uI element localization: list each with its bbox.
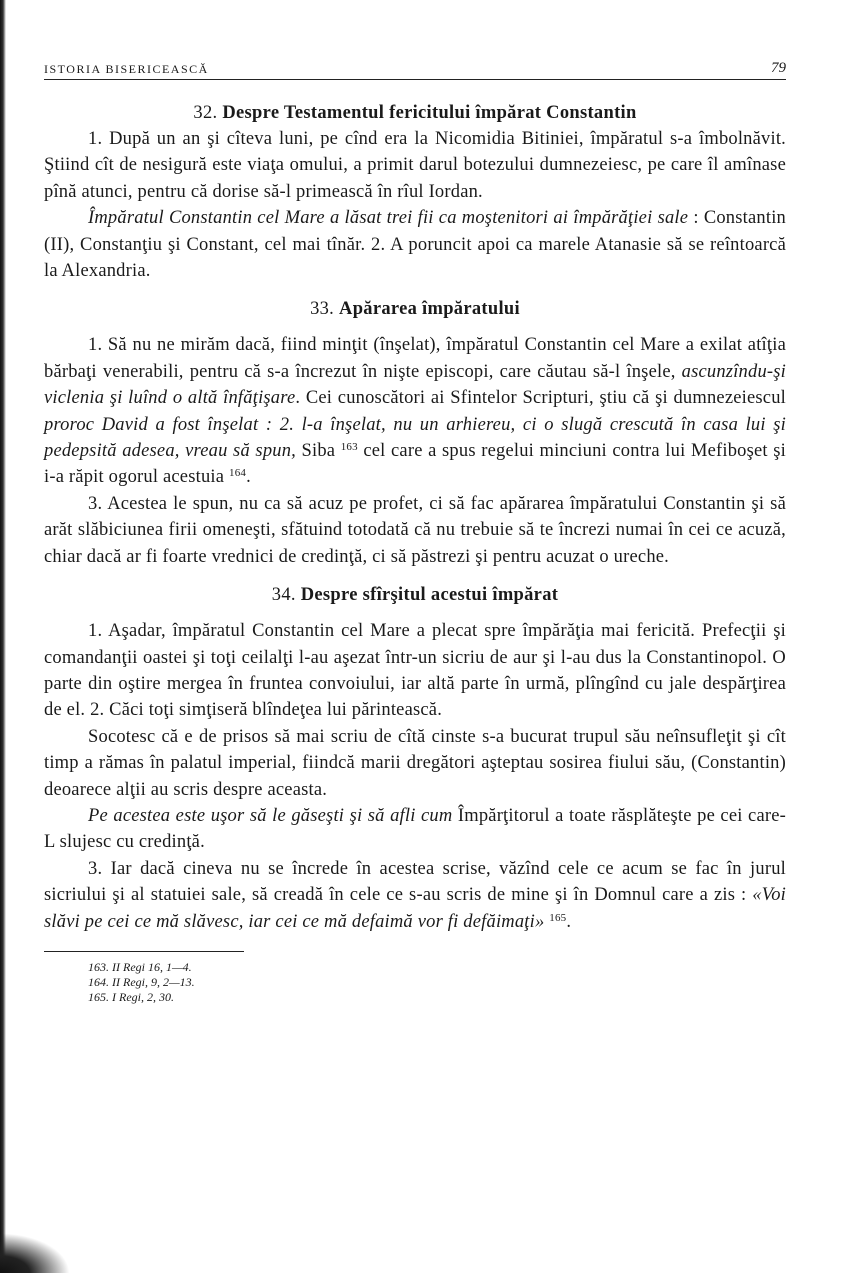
text-run: 3. Iar dacă cineva nu se încrede în acestea scrise, văzînd cele ce acum se fac în jurul sicriului şi al statuiei sale, să creadă în cele ce s-au scris de mine şi în Domnul care a zis : [44,858,786,906]
page-header [44,60,786,80]
page-corner-shadow [0,1233,70,1273]
page-number: 79 [771,60,786,76]
section-number: 33. [310,299,335,320]
text-run: Socotesc că e de prisos să mai scriu de cîtă cinste s-a bucurat trupul său neînsufleţit şi cît timp a rămas în palatul imperial, fiindcă marii dregători aşteptau sosirea fiului său, (Constantin) deoarece alţii au scris despre aceasta. [44,726,786,800]
paragraph [44,126,786,205]
section-title: Despre sfîrşitul acestui împărat [300,585,559,606]
paragraph [44,803,786,856]
text-run: 1. Aşadar, împăratul Constantin cel Mare a plecat spre împărăţia mai fericită. Prefecţii şi comandanţii oastei şi toţi ceilalţi l-au aşezat într-un sicriu de aur şi l-au dus la Constantinopol. O parte din oştire mergea în fruntea convoiului, iar altă parte în urmă, plîngînd cu jale despărţirea de el. 2. Căci toţi simţiseră blîndeţea lui părintească. [44,621,786,721]
text-run: Împărţitorul a toate răsplăteşte pe cei care-L slujesc cu credinţă. [44,805,787,853]
paragraph [44,205,786,284]
text-run: cel care a spus regelui minciuni contra lui Mefiboşet şi i-a răpit ogorul acestuia [44,441,787,488]
text-run: 3. Acestea le spun, nu ca să acuz pe profet, ci să fac apărarea împăratului Constantin şi să arăt slăbiciunea firii omeneşti, sfătuind totodată că nu trebuie să te încrezi numai în cei ce acuză, chiar dacă ar fi foarte vrednici de credinţă, ci să păstrezi şi pentru acuzat o ureche. [44,493,786,567]
text-run: . [246,467,251,488]
text-run: Siba [296,441,341,462]
text-run: . [566,911,572,932]
italic-run: «Voi slăvi pe cei ce mă slăvesc, iar cei ce mă defaimă vor fi defăimaţi» [44,885,786,932]
footnotes [44,960,786,1005]
paragraph [44,856,786,935]
section-title: Apărarea împăratului [339,299,520,320]
paragraph [44,332,786,490]
italic-run: Împăratul Constantin cel Mare a lăsat trei fii ca moştenitori ai împărăţiei sale [88,208,689,229]
section-heading-33 [44,296,786,322]
paragraph [44,724,786,803]
paragraph [44,618,786,724]
running-head: ISTORIA BISERICEASCĂ [44,62,209,76]
italic-run: Pe acestea este uşor să le găseşti şi să afli cum [88,805,453,826]
section-number: 32. [193,103,218,123]
footnote-ref: 164 [229,467,247,480]
footnote-163: 163. II Regi 16, 1—4. [88,959,192,974]
footnote-ref: 165 [549,911,567,924]
section-heading-34 [44,582,786,608]
footnote-165: 165. I Regi, 2, 30. [88,989,174,1004]
page-binding-shadow [0,0,6,1273]
section-title: Despre Testamentul fericitului împărat Constantin [222,103,637,123]
text-run: . Cei cunoscători ai Sfintelor Scripturi, ştiu că şi dumnezeiescul [295,388,787,409]
section-heading-32 [44,100,786,126]
text-run: 1. După un an şi cîteva luni, pe cînd era la Nicomidia Bitiniei, împăratul s-a îmbolnăvit. Ştiind cît de nesigură este viaţa omului, a primit darul botezului dumnezeiesc, pe care îl amînase pînă atunci, pentru că dorise să-l primească în rîul Iordan. [44,129,786,202]
section-number: 34. [271,585,296,606]
footnote-divider [44,951,244,952]
text-run: 1. Să nu ne mirăm dacă, fiind minţit (înşelat), împăratul Constantin cel Mare a exilat atîţia bărbaţi venerabili, pentru că s-a încrezut în nişte episcopi, care căutau să-l înşele, [44,335,786,382]
footnote-ref: 163 [340,441,358,454]
footnote-164: 164. II Regi, 9, 2—13. [88,974,195,989]
paragraph [44,491,786,570]
book-page [44,60,786,1005]
italic-run: ascunzîndu-şi viclenia şi luînd o altă înfăţişare [44,361,786,409]
text-run: : Constantin (II), Constanţiu şi Constant, cel mai tînăr. 2. A poruncit apoi ca marele Atanasie să se reîntoarcă la Alexandria. [44,208,786,282]
italic-run: proroc David a fost înşelat : 2. l-a înşelat, nu un arhiereu, ci o slugă crescută în casa lui şi pedepsită adesea, vreau să spun, [44,414,786,462]
